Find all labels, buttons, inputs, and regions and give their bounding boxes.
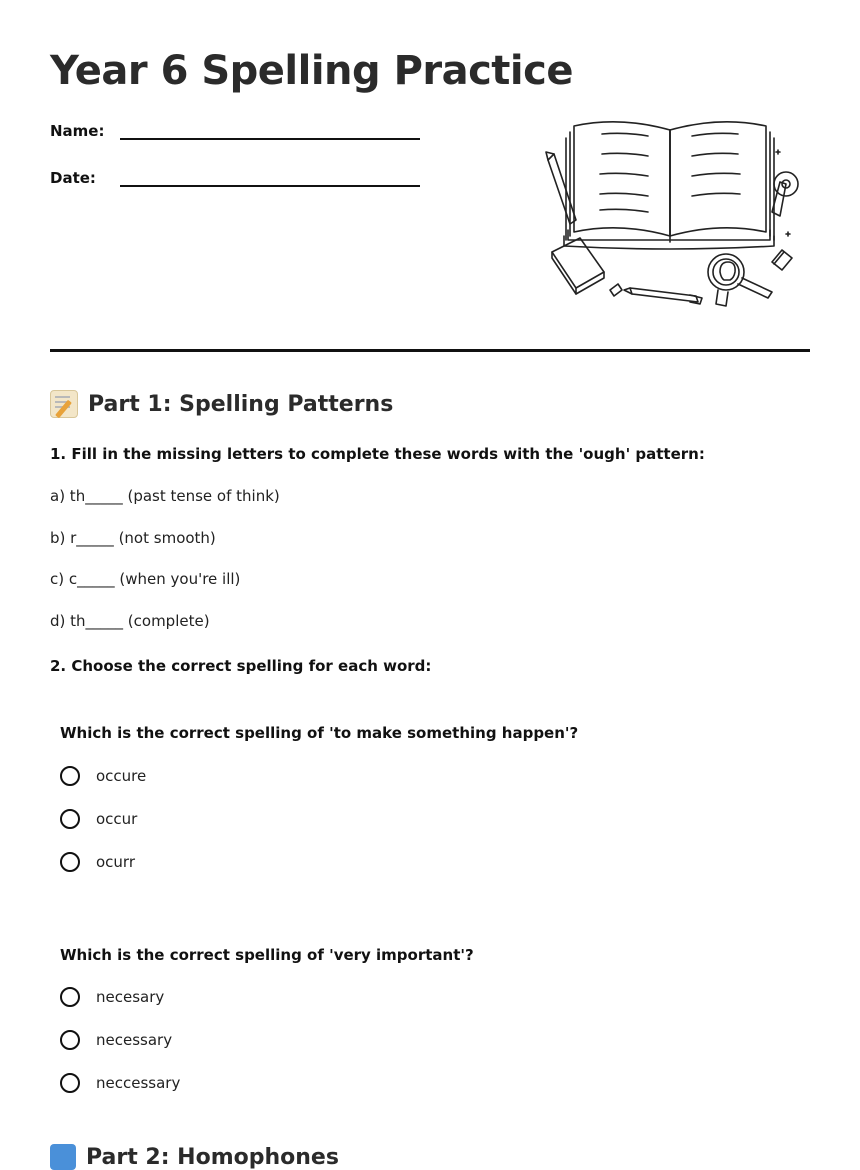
- option-label: occur: [96, 810, 138, 828]
- radio-button[interactable]: [60, 852, 80, 872]
- option-label: neccessary: [96, 1074, 181, 1092]
- option-label: occure: [96, 767, 147, 785]
- question-1-item-a: a) th_____ (past tense of think): [50, 487, 280, 505]
- radio-button[interactable]: [60, 766, 80, 786]
- name-label: Name:: [50, 122, 105, 140]
- mc1-option-2[interactable]: [60, 809, 137, 829]
- question-1-prompt: 1. Fill in the missing letters to complete these words with the 'ough' pattern:: [50, 445, 705, 463]
- mc-question-1: Which is the correct spelling of 'to make something happen'?: [60, 724, 579, 742]
- question-2-prompt: 2. Choose the correct spelling for each word:: [50, 657, 432, 675]
- question-icon: [50, 1144, 76, 1170]
- radio-button[interactable]: [60, 1073, 80, 1093]
- name-field: [50, 122, 104, 140]
- mc2-option-1[interactable]: [60, 987, 164, 1007]
- mc1-option-1[interactable]: [60, 766, 146, 786]
- memo-icon: [50, 390, 78, 418]
- option-label: necesary: [96, 988, 165, 1006]
- question-1-item-d: d) th_____ (complete): [50, 612, 210, 630]
- mc2-option-2[interactable]: [60, 1030, 172, 1050]
- radio-button[interactable]: [60, 987, 80, 1007]
- question-1-item-b: b) r_____ (not smooth): [50, 529, 216, 547]
- question-1-item-c: c) c_____ (when you're ill): [50, 570, 241, 588]
- date-label: Date:: [50, 169, 96, 187]
- header-divider: [50, 349, 810, 352]
- option-label: necessary: [96, 1031, 173, 1049]
- name-write-line[interactable]: [120, 122, 420, 140]
- part1-heading-text: Part 1: Spelling Patterns: [88, 391, 394, 417]
- page-title: Year 6 Spelling Practice: [50, 48, 573, 94]
- date-write-line[interactable]: [120, 169, 420, 187]
- radio-button[interactable]: [60, 809, 80, 829]
- book-illustration: [540, 112, 810, 312]
- option-label: ocurr: [96, 853, 136, 871]
- date-field: [50, 169, 96, 187]
- mc2-option-3[interactable]: [60, 1073, 180, 1093]
- mc-question-2: Which is the correct spelling of 'very important'?: [60, 946, 474, 964]
- radio-button[interactable]: [60, 1030, 80, 1050]
- part1-heading: [50, 390, 393, 418]
- part2-heading-text: Part 2: Homophones: [86, 1144, 339, 1170]
- part2-heading: [50, 1144, 339, 1170]
- mc1-option-3[interactable]: [60, 852, 135, 872]
